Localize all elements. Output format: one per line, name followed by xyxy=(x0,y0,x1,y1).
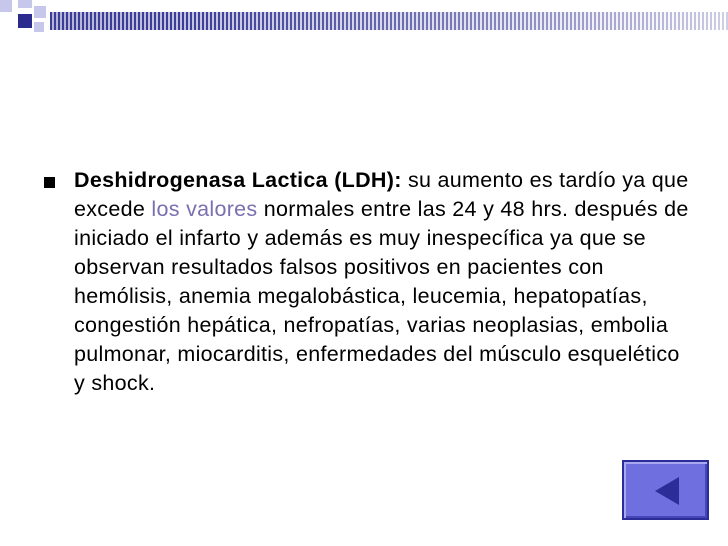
bullet-text-part: su aumento es tardío ya que excede xyxy=(74,168,689,221)
header-square-decoration xyxy=(0,0,12,12)
bullet-text xyxy=(74,166,694,398)
bullet-lead-term: Deshidrogenasa Lactica (LDH): xyxy=(74,168,402,192)
header-square-decoration xyxy=(18,14,32,28)
header-stripe-pattern xyxy=(50,12,728,30)
previous-slide-button[interactable] xyxy=(622,460,709,520)
triangle-left-icon xyxy=(653,476,681,506)
bullet-item xyxy=(44,166,694,398)
header-square-decoration xyxy=(34,22,44,32)
header-square-decoration xyxy=(18,0,32,8)
bullet-text-part: normales entre las 24 y 48 hrs. después de iniciado el infarto y además es muy inespecífica ya que se observan resultados falsos positivos en pacientes con hemólisis, anemia megalobástica, leucemia, hepatopatías, congestión hepática, nefropatías, varias neoplasias, embolia pulmonar, miocarditis, enfermedades del músculo esquelético y shock. xyxy=(74,197,689,395)
valores-link[interactable]: los valores xyxy=(151,197,258,221)
slide-body xyxy=(44,166,694,398)
square-bullet-icon xyxy=(44,177,55,188)
header-square-decoration xyxy=(34,6,46,18)
